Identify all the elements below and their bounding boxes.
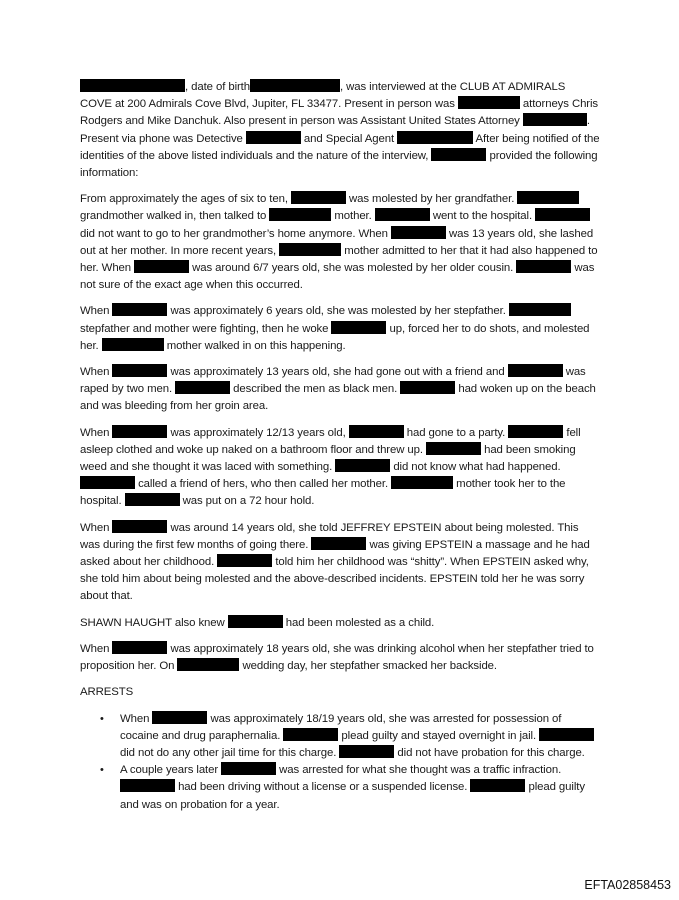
text-run: fell asleep clothed and woke up naked on a bathroom floor and threw up. [80,426,581,456]
redaction-box [426,442,481,455]
text-run: plead guilty and was on probation for a year. [120,781,585,811]
text-run: described the men as black men. [230,383,401,396]
text-run: was arrested for what she thought was a traffic infraction. [276,764,562,777]
text-run: was raped by two men. [80,366,586,396]
redaction-box [535,208,590,221]
text-run: From approximately the ages of six to ten, [80,193,291,206]
redaction-box [470,779,525,792]
text-run: mother admitted to her that it had also happened to her. When [80,244,598,275]
text-run: had been molested as a child. [282,616,435,629]
redaction-box [246,131,301,144]
redaction-box [437,131,473,144]
redaction-box [125,493,180,506]
text-run: wedding day, her stepfather smacked her backside. [239,660,497,673]
text-run: called a friend of hers, who then called her mother. [135,478,392,491]
arrests-list [80,711,600,814]
redaction-box [112,520,167,533]
text-run: mother walked in on this happening. [163,339,346,352]
redaction-box [175,381,230,394]
text-run: A couple years later [120,764,222,777]
redaction-box [269,208,331,221]
text-run: When [80,426,113,439]
document-page [80,79,600,814]
redaction-box [523,113,559,126]
text-run: was put on a 72 hour hold. [179,495,315,508]
paragraph-5 [80,425,600,511]
redaction-box [228,615,283,628]
redaction-box [250,79,340,92]
text-run: When [80,305,113,318]
redaction-box [391,226,446,239]
text-run: mother. [331,210,375,223]
text-run: , date of birth [185,81,250,93]
text-run: was approximately 18 years old, she was drinking alcohol when her stepfather tried to proposition her. On [80,642,594,673]
redaction-box [400,381,455,394]
text-run: and Special Agent [300,132,398,145]
text-run: stepfather and mother were fighting, then he woke [80,322,332,335]
text-run: was around 6/7 years old, she was molested by her older cousin. [189,262,517,275]
redaction-box [112,425,167,438]
text-run: had gone to a party. [403,426,509,439]
redaction-box [152,711,207,724]
redaction-box [539,728,594,741]
redaction-box [508,364,563,377]
redaction-box [279,243,341,256]
text-run: When [80,366,113,379]
text-run: told him her childhood was “shitty”. When EPSTEIN asked why, she told him about being molested and the above-described incidents. EPSTEIN told her he was sorry about that. [80,556,589,603]
redaction-box [134,260,189,273]
bullet-icon: • [100,764,104,777]
text-run: had been smoking weed and she thought it was laced with something. [80,443,576,474]
text-run: was molested by her grandfather. [345,193,518,206]
text-run: was giving EPSTEIN a massage and he had asked about her childhood. [80,538,590,569]
redaction-box [80,79,185,92]
document-id-footer: EFTA02858453 [584,878,671,892]
redaction-box [102,338,164,351]
redaction-box [221,762,276,775]
redaction-box [508,425,563,438]
text-run: was approximately 13 years old, she had gone out with a friend and [167,366,508,379]
text-run: went to the hospital. [429,210,536,223]
text-run: When [120,712,153,725]
paragraph-6 [80,520,600,606]
text-run: was around 14 years old, she told JEFFREY EPSTEIN about being molested. This was during the first few months of going there. [80,521,579,551]
text-run: was approximately 12/13 years old, [167,426,349,439]
paragraph-1 [80,79,600,182]
paragraph-8 [80,641,600,675]
paragraph-7 [80,615,600,632]
redaction-box [339,745,394,758]
redaction-box [120,779,175,792]
paragraph-2 [80,191,600,294]
redaction-box [431,148,486,161]
document-body [80,79,600,675]
redaction-box [391,476,453,489]
redaction-box [335,459,390,472]
redaction-box [397,131,437,144]
text-run: provided the following information: [80,149,598,180]
redaction-box [509,303,571,316]
paragraph-4 [80,364,600,416]
redaction-box [375,208,430,221]
text-run: was not sure of the exact age when this occurred. [80,262,595,292]
section-heading-arrests: ARRESTS [80,686,134,699]
text-run: did not want to go to her grandmother’s home anymore. When [80,227,391,240]
text-run: , was interviewed at the CLUB AT ADMIRALS COVE at 200 Admirals Cove Blvd, Jupiter, FL 33477. Present in person was [80,81,566,111]
text-run: up, forced her to do shots, and molested her. [80,322,590,352]
text-run: did not do any other jail time for this charge. [120,746,340,759]
redaction-box [283,728,338,741]
redaction-box [311,537,366,550]
text-run: was approximately 6 years old, she was molested by her stepfather. [167,305,509,318]
text-run: did not have probation for this charge. [394,746,585,759]
text-run: SHAWN HAUGHT also knew [80,616,228,629]
redaction-box [217,554,272,567]
text-run: had woken up on the beach and was bleeding from her groin area. [80,383,596,413]
text-run: was 13 years old, she lashed out at her mother. In more recent years, [80,227,594,257]
text-run: . Present via phone was Detective [80,115,590,145]
redaction-box [349,425,404,438]
redaction-box [291,191,346,204]
text-run: grandmother walked in, then talked to [80,210,270,223]
redaction-box [112,641,167,654]
text-run: When [80,521,113,534]
bullet-icon: • [100,712,104,725]
redaction-box [516,260,571,273]
redaction-box [80,476,135,489]
paragraph-3 [80,303,600,355]
text-run: plead guilty and stayed overnight in jail. [338,729,540,742]
text-run: attorneys Chris Rodgers and Mike Danchuk. Also present in person was Assistant United States Attorney [80,98,599,128]
arrest-item-1 [80,711,600,763]
redaction-box [559,113,587,126]
redaction-box [458,96,520,109]
arrest-item-2 [80,762,600,814]
text-run: had been driving without a license or a suspended license. [175,781,471,794]
redaction-box [112,303,167,316]
text-run: was approximately 18/19 years old, she was arrested for possession of cocaine and drug paraphernalia. [120,712,562,742]
redaction-box [331,321,386,334]
text-run: mother took her to the hospital. [80,478,566,508]
redaction-box [517,191,579,204]
text-run: When [80,642,113,655]
redaction-box [177,658,239,671]
redaction-box [112,364,167,377]
text-run: After being notified of the identities of the above listed individuals and the nature of the interview, [80,132,600,162]
text-run: did not know what had happened. [390,461,561,474]
